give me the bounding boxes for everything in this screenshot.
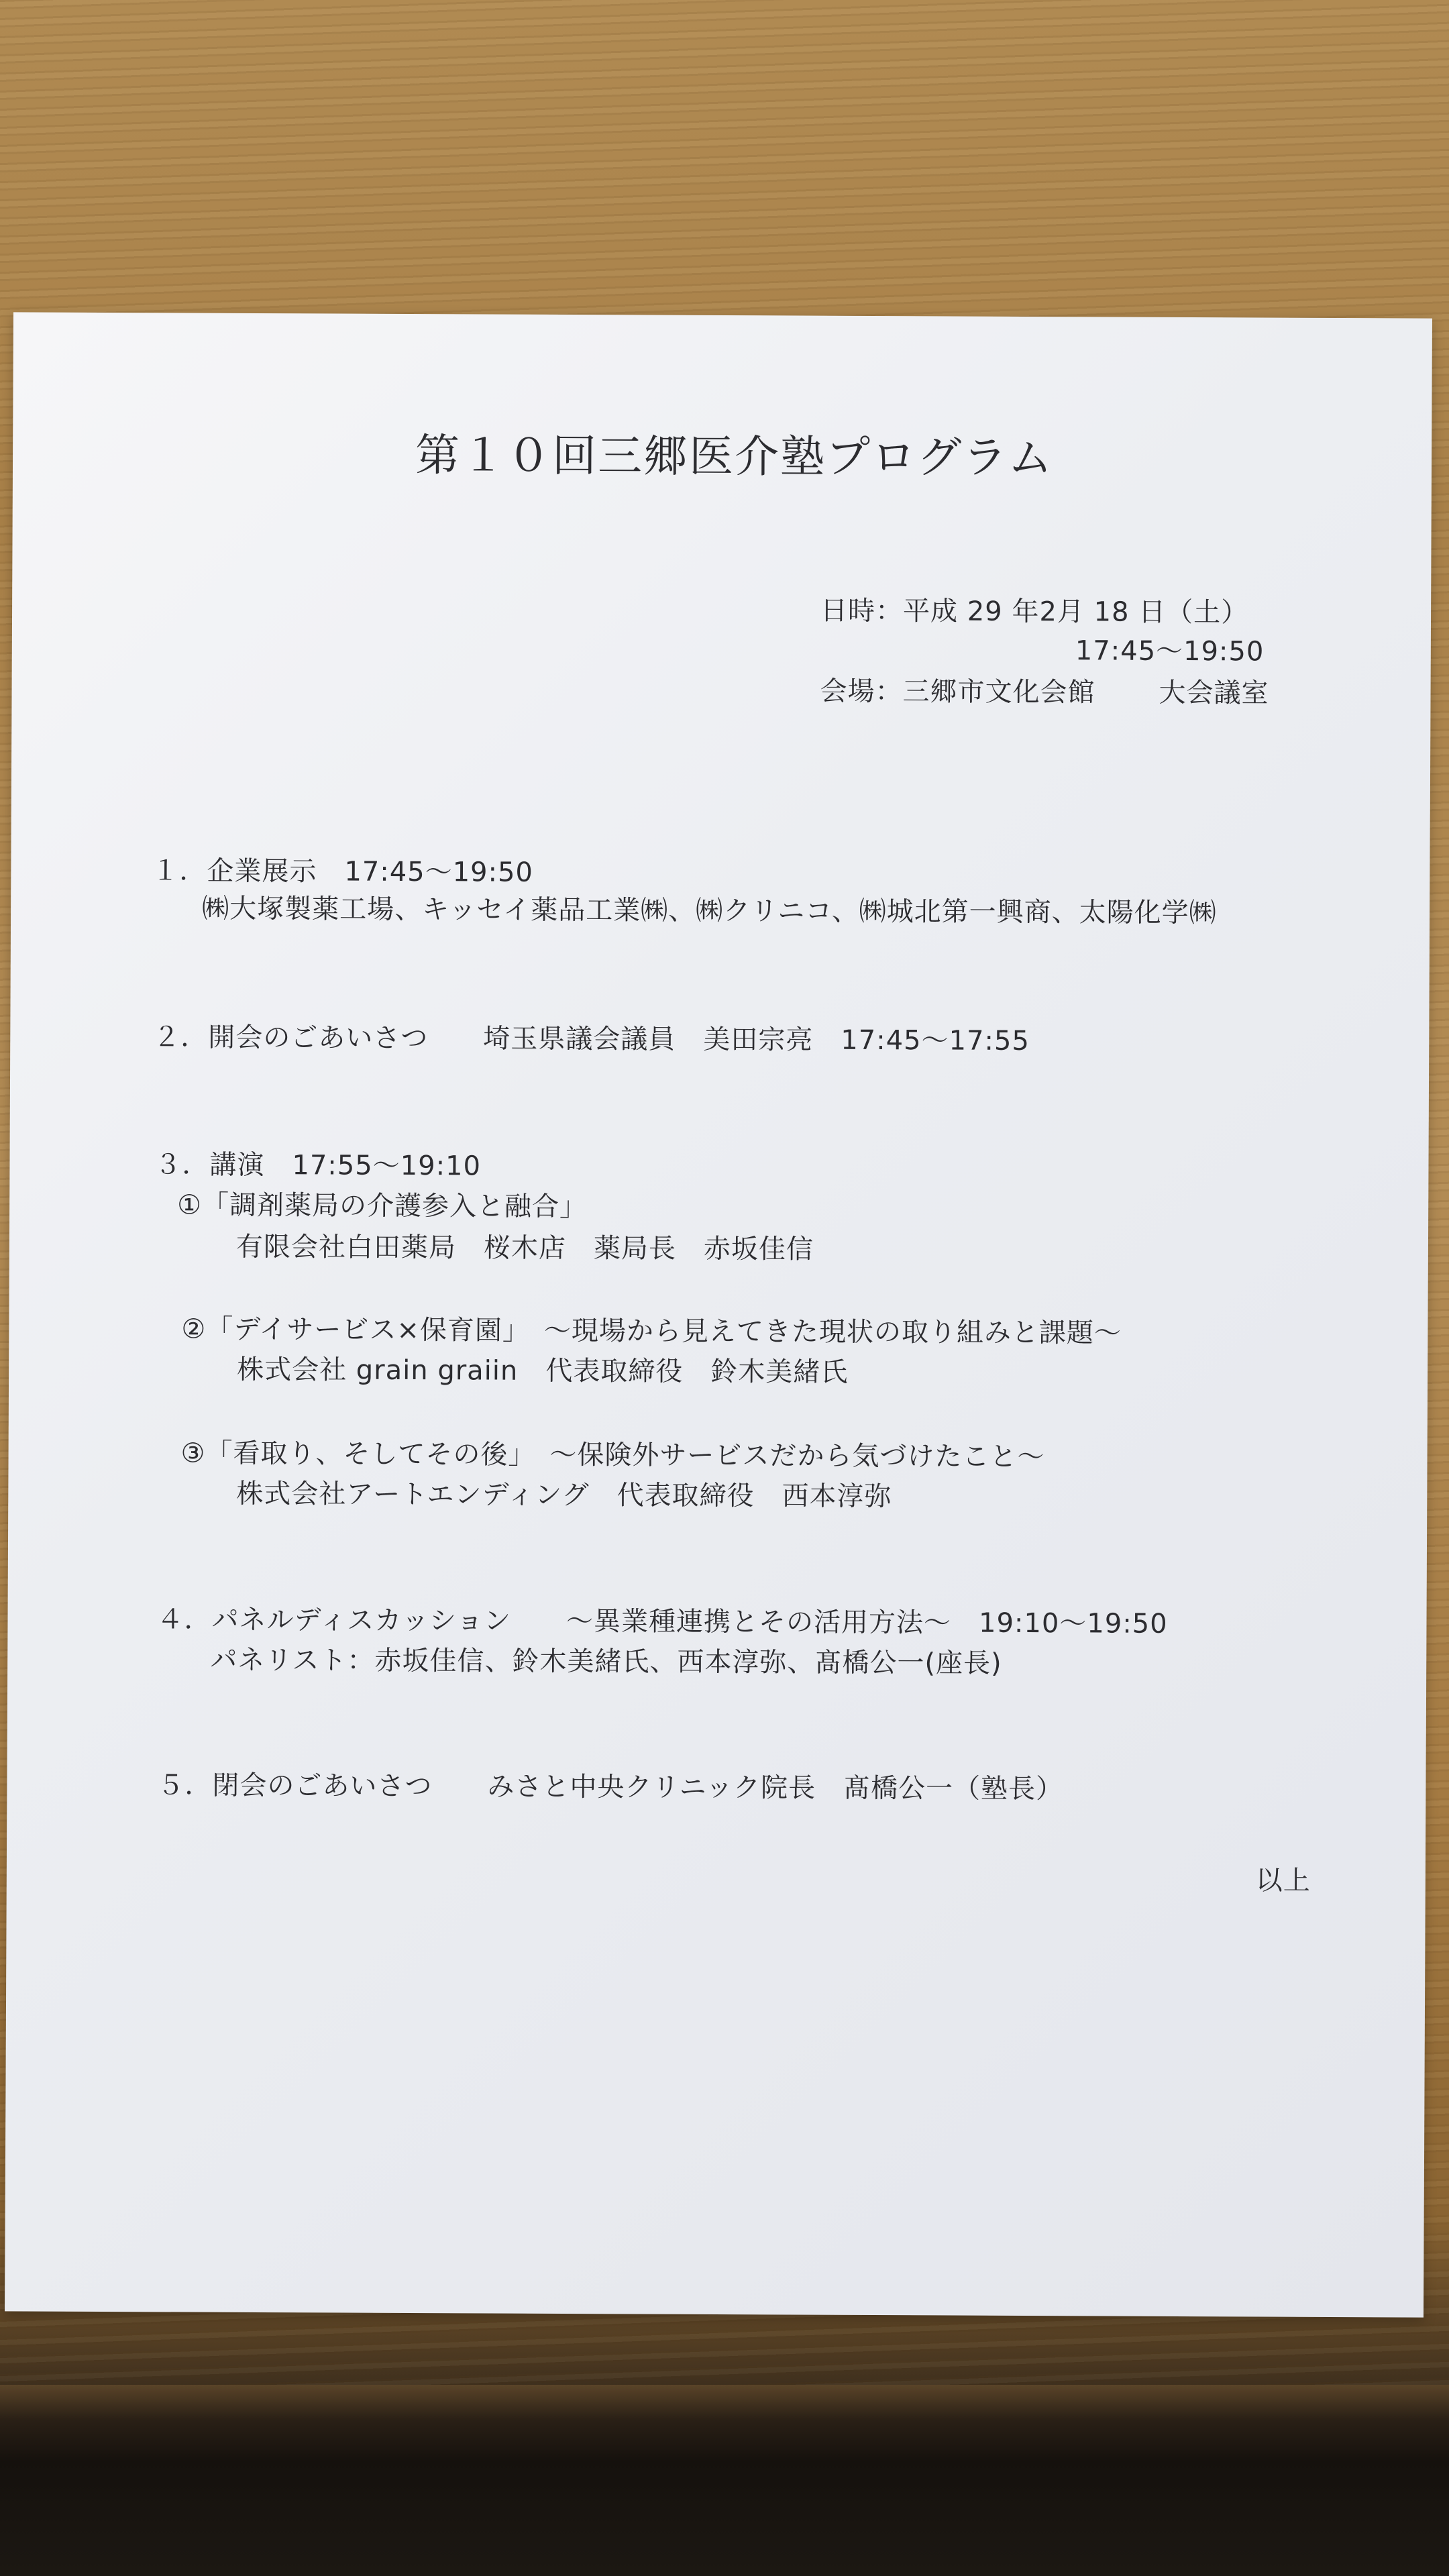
item-4-panelists: パネリスト：赤坂佳信、鈴木美緒氏、西本淳弥、髙橋公一(座長) — [210, 1644, 1002, 1679]
event-date: 日時：平成 29 年2月 18 日（土） — [820, 595, 1249, 629]
item-4-heading: ４．パネルディスカッション 〜異業種連携とその活用方法〜 19:10〜19:50 — [156, 1604, 1168, 1640]
table-surface-edge — [0, 2385, 1449, 2576]
event-venue-room: 大会議室 — [1159, 677, 1269, 709]
talk-3-speaker: 株式会社アートエンディング 代表取締役 西本淳弥 — [236, 1478, 892, 1513]
talk-2-title: ②「デイサービス×保育園」 〜現場から見えてきた現状の取り組みと課題〜 — [181, 1313, 1122, 1349]
item-5-heading: ５．閉会のごあいさつ みさと中央クリニック院長 髙橋公一（塾長） — [157, 1770, 1064, 1805]
item-3-heading: ３．講演 17:55〜19:10 — [154, 1149, 482, 1182]
talk-1-title: ①「調剤薬局の介護参入と融合」 — [177, 1189, 588, 1223]
item-1-exhibitors: ㈱大塚製薬工場、キッセイ薬品工業㈱、㈱クリニコ、㈱城北第一興商、太陽化学㈱ — [202, 893, 1217, 929]
program-sheet — [5, 312, 1432, 2317]
talk-1-speaker: 有限会社白田薬局 桜木店 薬局長 赤坂佳信 — [235, 1231, 814, 1265]
closing-mark: 以上 — [1255, 1865, 1311, 1896]
event-time: 17:45〜19:50 — [1075, 635, 1265, 667]
talk-3-title: ③「看取り、そしてその後」 〜保険外サービスだから気づけたこと〜 — [180, 1438, 1045, 1473]
item-1-heading: １．企業展示 17:45〜19:50 — [152, 855, 534, 888]
program-title: 第１０回三郷医介塾プログラム — [415, 429, 1054, 484]
talk-2-speaker: 株式会社 grain graiin 代表取締役 鈴木美緒氏 — [237, 1354, 849, 1388]
event-venue: 会場：三郷市文化会館 — [820, 676, 1095, 708]
item-2-heading: ２．開会のごあいさつ 埼玉県議会議員 美田宗亮 17:45〜17:55 — [153, 1022, 1030, 1057]
